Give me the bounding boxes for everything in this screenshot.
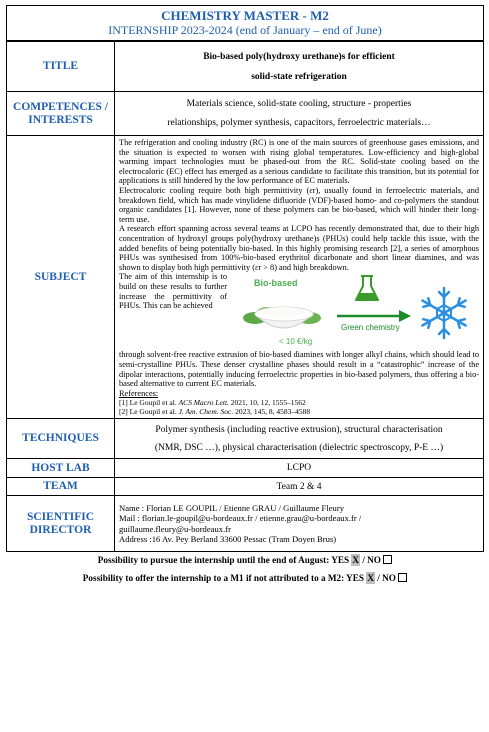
arrow-right-icon [337, 310, 411, 322]
price-label: < 10 €/kg [279, 337, 313, 347]
team-row [7, 478, 484, 496]
subject-figure-wrap [119, 272, 479, 350]
title-label: TITLE [7, 42, 115, 92]
host-lab-value: LCPO [115, 459, 484, 478]
m1-yes-checkbox[interactable]: X [367, 573, 374, 584]
green-chemistry-label: Green chemistry [341, 323, 400, 333]
title-cell [115, 42, 484, 92]
host-lab-row [7, 459, 484, 478]
august-no-checkbox[interactable] [383, 555, 392, 564]
subject-paragraph-1: The refrigeration and cooling industry (RC) is one of the main sources of greenhouse gases emissions, and the situation is expected to worsen with rising global temperatures. Low-efficiency and high-global warming impact technologies must be phased-out from the RC. Solid-state cooling based on the electrocaloric (EC) effect has emerged as a serious candidate to facilitate this transition, but its potential for applications is still hindered by the low performance of EC materials. [119, 138, 479, 186]
techniques-line-1: Polymer synthesis (including reactive extrusion), structural characterisation [155, 424, 443, 435]
team-value: Team 2 & 4 [115, 478, 484, 496]
competences-label: COMPETENCES / INTERESTS [7, 92, 115, 136]
question-m1: Possibility to offer the internship to a M1 if not attributed to a M2: YES X / NO [6, 568, 484, 586]
document-page [6, 5, 484, 586]
subject-paragraph-3: A research effort spanning across several teams at LCPO has recently demonstrated that, due to their high concentration of hydroxyl groups poly(hydroxy urethane)s (PHUs) could help tackle this issue, with the added benefits of being potentially bio-based. In this highly promising research [2], a series of amorphous PHUs was synthesised from 100%-bio-based erythritol dicarbonate and short linear diamines, and was shown to display both high permittivity (εr > 8) and high breakdown. [119, 224, 479, 272]
snowflake-icon [422, 288, 465, 338]
bowl-of-powder-icon [243, 307, 321, 328]
title-line-2: solid-state refrigeration [251, 71, 347, 82]
reference-2: [2] Le Goupil et al. J. Am. Chem. Soc. 2023, 145, 8, 4583–4588 [119, 407, 311, 417]
competences-line-2: relationships, polymer synthesis, capacitors, ferroelectric materials… [167, 118, 431, 128]
competences-cell [115, 92, 484, 136]
reference-1: [1] Le Goupil et al. ACS Macro Lett. 2021, 10, 12, 1555–1562 [119, 398, 306, 408]
internship-period: INTERNSHIP 2023-2024 (end of January – end of June) [108, 23, 382, 37]
director-names: Name : Florian LE GOUPIL / Etienne GRAU / Guillaume Fleury [119, 502, 344, 513]
director-mail-line-2: guillaume.fleury@u-bordeaux.fr [119, 523, 231, 534]
m1-no-checkbox[interactable] [398, 573, 407, 582]
subject-label: SUBJECT [7, 136, 115, 419]
competences-row [7, 92, 484, 136]
footer-questions [6, 552, 484, 586]
title-line-1: Bio-based poly(hydroxy urethane)s for efficient [203, 51, 395, 62]
director-label: SCIENTIFIC DIRECTOR [7, 496, 115, 552]
team-label: TEAM [7, 478, 115, 496]
techniques-line-2: (NMR, DSC …), physical characterisation (dielectric spectroscopy, P-E …) [154, 442, 444, 453]
subject-cell [115, 136, 484, 419]
internship-table [6, 41, 484, 552]
subject-paragraph-4-rest: through solvent-free reactive extrusion of bio-based diamines with longer alkyl chains, which should lead to semi-crystalline PHUs. These denser crystalline phases should result in a “catastrophic” increase of the dipolar interactions, potentially inducing ferroelectric properties in bio-based polymers, thus offering a bio-based alternative to current EC materials. [119, 350, 479, 389]
director-mail-line-1: Mail : florian.le-goupil@u-bordeaux.fr / etienne.grau@u-bordeaux.fr / [119, 513, 362, 524]
host-lab-label: HOST LAB [7, 459, 115, 478]
graphic-svg [237, 272, 479, 350]
competences-line-1: Materials science, solid-state cooling, structure - properties [186, 99, 412, 109]
references-title: References: [119, 388, 159, 398]
title-row [7, 42, 484, 92]
program-title: CHEMISTRY MASTER - M2 [161, 8, 329, 23]
subject-row [7, 136, 484, 419]
director-row [7, 496, 484, 552]
subject-graphic [237, 272, 479, 350]
director-address: Address :16 Av. Pey Berland 33600 Pessac (Tram Doyen Brus) [119, 534, 337, 545]
biobased-label: Bio-based [254, 278, 298, 289]
director-cell [115, 496, 484, 552]
techniques-cell [115, 419, 484, 459]
flask-icon [356, 276, 378, 300]
techniques-row [7, 419, 484, 459]
august-yes-checkbox[interactable]: X [352, 555, 360, 566]
subject-paragraph-2: Electrocaloric cooling require both high permittivity (εr), usually found in ferroelectric materials, and breakdown field, which has made vinylidene difluoride (VDF)-based homo- and co-polymers the standout organic candidates [1]. However, none of these polymers can be bio-based, which will hinder their long-term use. [119, 185, 479, 224]
subject-paragraph-4-start: The aim of this internship is to build on these results to further increase the permittivity of PHUs. This can be achieved [119, 272, 227, 311]
question-august: Possibility to pursue the internship until the end of August: YES X / NO [6, 552, 484, 568]
techniques-label: TECHNIQUES [7, 419, 115, 459]
document-header [6, 5, 484, 41]
